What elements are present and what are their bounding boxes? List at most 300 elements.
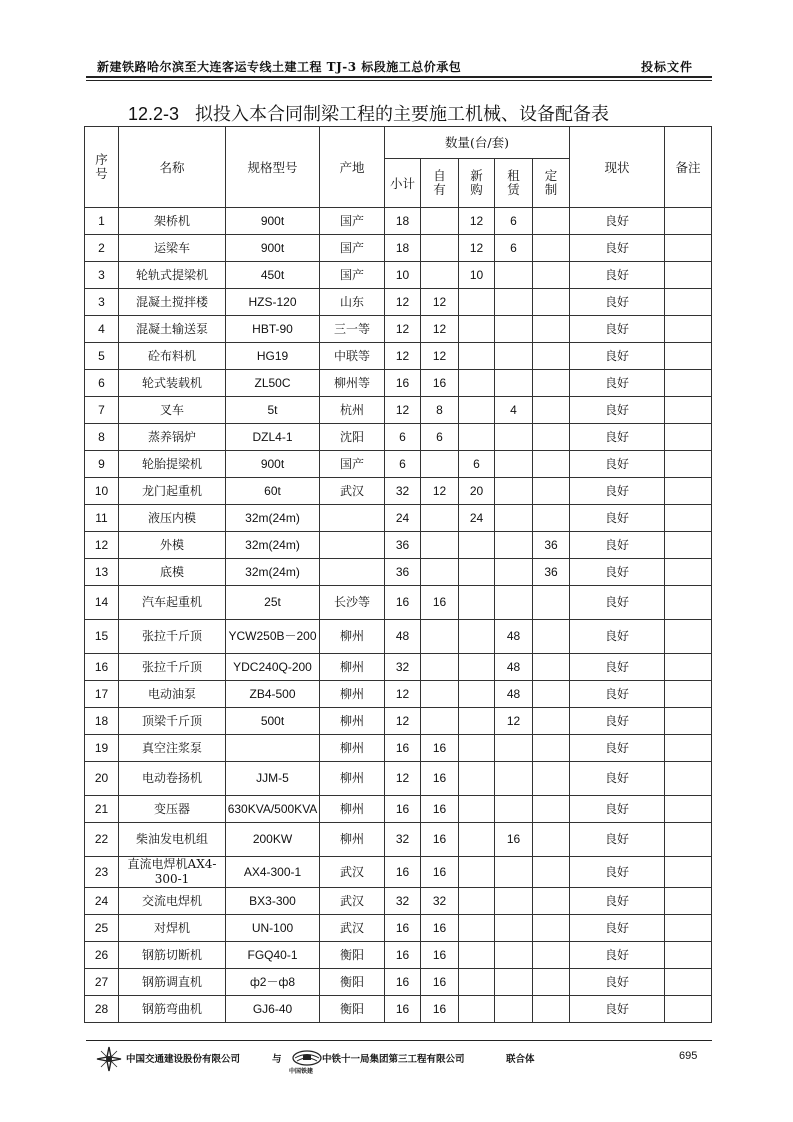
cell-origin: 国产 — [320, 208, 385, 235]
cell-status: 良好 — [570, 235, 665, 262]
cell-spec: 32m(24m) — [226, 505, 320, 532]
equipment-table — [84, 126, 712, 1023]
cell-status: 良好 — [570, 424, 665, 451]
cell-status: 良好 — [570, 888, 665, 915]
cell-seq: 17 — [85, 681, 119, 708]
cell-new-purchase: 6 — [459, 451, 495, 478]
table-row — [85, 681, 712, 708]
cell-seq: 7 — [85, 397, 119, 424]
cell-owned: 32 — [421, 888, 459, 915]
cell-subtotal: 18 — [385, 235, 421, 262]
cell-seq: 15 — [85, 620, 119, 654]
cell-new-purchase — [459, 857, 495, 888]
cell-status: 良好 — [570, 796, 665, 823]
cell-custom — [533, 262, 570, 289]
cell-status: 良好 — [570, 915, 665, 942]
cell-remark — [665, 823, 712, 857]
cell-spec: DZL4-1 — [226, 424, 320, 451]
cell-new-purchase — [459, 969, 495, 996]
cell-owned: 16 — [421, 969, 459, 996]
cell-name: 真空注浆泵 — [119, 735, 226, 762]
cell-custom: 36 — [533, 559, 570, 586]
cell-remark — [665, 478, 712, 505]
table-row — [85, 586, 712, 620]
cell-remark — [665, 343, 712, 370]
col-new-purchase: 新购 — [459, 159, 495, 208]
cell-lease — [495, 762, 533, 796]
col-subtotal: 小计 — [385, 159, 421, 208]
cell-owned — [421, 620, 459, 654]
cell-status: 良好 — [570, 708, 665, 735]
cell-seq: 3 — [85, 289, 119, 316]
cell-new-purchase: 10 — [459, 262, 495, 289]
cell-name: 顶梁千斤顶 — [119, 708, 226, 735]
cell-custom — [533, 823, 570, 857]
table-row — [85, 915, 712, 942]
cell-lease — [495, 857, 533, 888]
cell-owned: 16 — [421, 735, 459, 762]
title-text: 拟投入本合同制梁工程的主要施工机械、设备配备表 — [195, 104, 610, 125]
cell-subtotal: 36 — [385, 532, 421, 559]
cell-lease: 6 — [495, 208, 533, 235]
cell-remark — [665, 208, 712, 235]
cell-subtotal: 36 — [385, 559, 421, 586]
table-row — [85, 620, 712, 654]
cell-remark — [665, 857, 712, 888]
cell-lease — [495, 996, 533, 1023]
header-doc-type: 投标文件 — [641, 60, 694, 74]
cell-name: 底模 — [119, 559, 226, 586]
cell-subtotal: 6 — [385, 424, 421, 451]
cell-lease — [495, 343, 533, 370]
cell-status: 良好 — [570, 654, 665, 681]
cell-seq: 3 — [85, 262, 119, 289]
cell-lease — [495, 969, 533, 996]
cell-name: 钢筋调直机 — [119, 969, 226, 996]
cell-remark — [665, 888, 712, 915]
cell-owned — [421, 262, 459, 289]
cell-new-purchase — [459, 942, 495, 969]
cell-owned: 12 — [421, 478, 459, 505]
cell-new-purchase — [459, 996, 495, 1023]
cell-name: 蒸养锅炉 — [119, 424, 226, 451]
cell-owned: 16 — [421, 586, 459, 620]
cell-custom — [533, 762, 570, 796]
cell-remark — [665, 262, 712, 289]
cell-subtotal: 16 — [385, 942, 421, 969]
cell-owned — [421, 559, 459, 586]
cell-custom — [533, 915, 570, 942]
cell-seq: 4 — [85, 316, 119, 343]
cell-subtotal: 32 — [385, 888, 421, 915]
cell-origin: 柳州等 — [320, 370, 385, 397]
cell-new-purchase: 20 — [459, 478, 495, 505]
cell-lease: 48 — [495, 620, 533, 654]
cell-custom — [533, 451, 570, 478]
col-quantity-group: 数量(台/套) — [385, 127, 570, 159]
cell-new-purchase — [459, 762, 495, 796]
cell-lease — [495, 478, 533, 505]
cell-subtotal: 12 — [385, 397, 421, 424]
cell-subtotal: 16 — [385, 996, 421, 1023]
cell-spec: 60t — [226, 478, 320, 505]
cell-seq: 16 — [85, 654, 119, 681]
cell-name: 电动油泵 — [119, 681, 226, 708]
cell-origin: 柳州 — [320, 796, 385, 823]
cell-lease: 12 — [495, 708, 533, 735]
cell-lease — [495, 532, 533, 559]
col-remark: 备注 — [665, 127, 712, 208]
cell-remark — [665, 316, 712, 343]
cell-origin — [320, 532, 385, 559]
cell-lease: 48 — [495, 681, 533, 708]
cell-subtotal: 24 — [385, 505, 421, 532]
cell-origin: 武汉 — [320, 888, 385, 915]
crcc-logo-caption: 中国铁建 — [289, 1068, 314, 1075]
cell-seq: 11 — [85, 505, 119, 532]
cell-subtotal: 16 — [385, 915, 421, 942]
cell-subtotal: 16 — [385, 370, 421, 397]
cell-spec: ZL50C — [226, 370, 320, 397]
cell-status: 良好 — [570, 823, 665, 857]
cell-custom — [533, 708, 570, 735]
cell-remark — [665, 915, 712, 942]
cell-spec: BX3-300 — [226, 888, 320, 915]
cell-subtotal: 32 — [385, 478, 421, 505]
table-row — [85, 289, 712, 316]
cell-remark — [665, 735, 712, 762]
cell-new-purchase — [459, 586, 495, 620]
cell-remark — [665, 681, 712, 708]
ccc-logo-icon — [96, 1046, 122, 1072]
cell-owned: 8 — [421, 397, 459, 424]
cell-subtotal: 48 — [385, 620, 421, 654]
cell-owned: 16 — [421, 996, 459, 1023]
cell-owned: 12 — [421, 316, 459, 343]
cell-owned — [421, 708, 459, 735]
cell-spec: ф2－ф8 — [226, 969, 320, 996]
cell-owned — [421, 505, 459, 532]
cell-custom — [533, 735, 570, 762]
cell-seq: 21 — [85, 796, 119, 823]
cell-seq: 13 — [85, 559, 119, 586]
cell-name: 柴油发电机组 — [119, 823, 226, 857]
col-owned: 自有 — [421, 159, 459, 208]
table-row — [85, 996, 712, 1023]
cell-name: 架桥机 — [119, 208, 226, 235]
table-row — [85, 857, 712, 888]
cell-status: 良好 — [570, 681, 665, 708]
cell-lease: 16 — [495, 823, 533, 857]
cell-spec: 630KVA/500KVA — [226, 796, 320, 823]
cell-name: 张拉千斤顶 — [119, 620, 226, 654]
cell-seq: 14 — [85, 586, 119, 620]
cell-custom — [533, 343, 570, 370]
cell-seq: 23 — [85, 857, 119, 888]
cell-seq: 24 — [85, 888, 119, 915]
cell-name: 混凝土输送泵 — [119, 316, 226, 343]
cell-origin: 中联等 — [320, 343, 385, 370]
cell-spec: 900t — [226, 451, 320, 478]
cell-spec: JJM-5 — [226, 762, 320, 796]
cell-status: 良好 — [570, 505, 665, 532]
page-title — [128, 100, 609, 126]
cell-seq: 5 — [85, 343, 119, 370]
cell-origin: 衡阳 — [320, 996, 385, 1023]
cell-new-purchase — [459, 316, 495, 343]
cell-name: 对焊机 — [119, 915, 226, 942]
cell-lease — [495, 735, 533, 762]
cell-new-purchase — [459, 559, 495, 586]
cell-spec: 500t — [226, 708, 320, 735]
header-project-title: 新建铁路哈尔滨至大连客运专线土建工程 TJ-3 标段施工总价承包 — [97, 60, 462, 74]
cell-spec: 450t — [226, 262, 320, 289]
table-row — [85, 235, 712, 262]
cell-origin: 国产 — [320, 262, 385, 289]
cell-name: 轮式装载机 — [119, 370, 226, 397]
cell-custom — [533, 796, 570, 823]
cell-status: 良好 — [570, 857, 665, 888]
cell-name: 砼布料机 — [119, 343, 226, 370]
cell-subtotal: 16 — [385, 969, 421, 996]
cell-new-purchase — [459, 620, 495, 654]
cell-name: 外模 — [119, 532, 226, 559]
table-row — [85, 262, 712, 289]
cell-spec: YDC240Q-200 — [226, 654, 320, 681]
cell-name: 混凝土搅拌楼 — [119, 289, 226, 316]
cell-remark — [665, 708, 712, 735]
cell-subtotal: 12 — [385, 343, 421, 370]
cell-remark — [665, 424, 712, 451]
cell-origin: 柳州 — [320, 823, 385, 857]
table-row — [85, 796, 712, 823]
cell-origin: 三一等 — [320, 316, 385, 343]
cell-origin: 柳州 — [320, 708, 385, 735]
cell-custom — [533, 316, 570, 343]
cell-remark — [665, 796, 712, 823]
cell-origin: 武汉 — [320, 915, 385, 942]
cell-subtotal: 16 — [385, 586, 421, 620]
cell-seq: 19 — [85, 735, 119, 762]
cell-status: 良好 — [570, 996, 665, 1023]
cell-subtotal: 6 — [385, 451, 421, 478]
cell-lease — [495, 586, 533, 620]
table-row — [85, 208, 712, 235]
cell-origin: 柳州 — [320, 762, 385, 796]
cell-subtotal: 18 — [385, 208, 421, 235]
cell-seq: 12 — [85, 532, 119, 559]
cell-status: 良好 — [570, 735, 665, 762]
col-status: 现状 — [570, 127, 665, 208]
cell-seq: 8 — [85, 424, 119, 451]
cell-name: 钢筋弯曲机 — [119, 996, 226, 1023]
table-row — [85, 969, 712, 996]
cell-custom — [533, 996, 570, 1023]
cell-custom — [533, 620, 570, 654]
cell-seq: 26 — [85, 942, 119, 969]
cell-new-purchase: 24 — [459, 505, 495, 532]
table-row — [85, 823, 712, 857]
cell-lease — [495, 316, 533, 343]
cell-seq: 22 — [85, 823, 119, 857]
cell-lease — [495, 289, 533, 316]
cell-new-purchase — [459, 424, 495, 451]
header-divider-thin — [86, 80, 712, 81]
cell-status: 良好 — [570, 532, 665, 559]
cell-seq: 9 — [85, 451, 119, 478]
cell-owned: 12 — [421, 343, 459, 370]
cell-new-purchase — [459, 888, 495, 915]
cell-spec: AX4-300-1 — [226, 857, 320, 888]
cell-subtotal: 12 — [385, 681, 421, 708]
cell-lease: 6 — [495, 235, 533, 262]
cell-name: 交流电焊机 — [119, 888, 226, 915]
cell-owned: 16 — [421, 370, 459, 397]
header-divider — [86, 76, 712, 78]
cell-status: 良好 — [570, 316, 665, 343]
cell-name: 汽车起重机 — [119, 586, 226, 620]
table-row — [85, 735, 712, 762]
cell-status: 良好 — [570, 620, 665, 654]
col-lease: 租赁 — [495, 159, 533, 208]
cell-subtotal: 32 — [385, 823, 421, 857]
cell-owned: 16 — [421, 823, 459, 857]
cell-origin: 柳州 — [320, 681, 385, 708]
cell-origin: 柳州 — [320, 654, 385, 681]
col-origin: 产地 — [320, 127, 385, 208]
cell-new-purchase — [459, 397, 495, 424]
cell-custom — [533, 370, 570, 397]
footer — [96, 1046, 712, 1075]
cell-subtotal: 12 — [385, 762, 421, 796]
cell-status: 良好 — [570, 762, 665, 796]
page-number: 695 — [679, 1050, 698, 1062]
cell-lease — [495, 424, 533, 451]
col-spec: 规格型号 — [226, 127, 320, 208]
cell-custom — [533, 478, 570, 505]
table-row — [85, 370, 712, 397]
table-body — [85, 208, 712, 1023]
cell-status: 良好 — [570, 559, 665, 586]
cell-remark — [665, 942, 712, 969]
table-row — [85, 708, 712, 735]
cell-origin: 武汉 — [320, 478, 385, 505]
cell-subtotal: 12 — [385, 708, 421, 735]
cell-spec: 5t — [226, 397, 320, 424]
cell-origin — [320, 505, 385, 532]
cell-seq: 10 — [85, 478, 119, 505]
cell-remark — [665, 586, 712, 620]
cell-lease: 48 — [495, 654, 533, 681]
cell-remark — [665, 762, 712, 796]
cell-name: 液压内模 — [119, 505, 226, 532]
footer-company-1: 中国交通建设股份有限公司 — [126, 1054, 241, 1065]
cell-status: 良好 — [570, 969, 665, 996]
cell-origin: 武汉 — [320, 857, 385, 888]
cell-name: 电动卷扬机 — [119, 762, 226, 796]
cell-origin — [320, 559, 385, 586]
cell-name: 轮轨式提梁机 — [119, 262, 226, 289]
cell-remark — [665, 532, 712, 559]
table-row — [85, 888, 712, 915]
cell-new-purchase — [459, 915, 495, 942]
cell-custom: 36 — [533, 532, 570, 559]
cell-custom — [533, 888, 570, 915]
cell-status: 良好 — [570, 208, 665, 235]
cell-status: 良好 — [570, 343, 665, 370]
cell-origin: 国产 — [320, 451, 385, 478]
cell-remark — [665, 370, 712, 397]
cell-name: 钢筋切断机 — [119, 942, 226, 969]
cell-name: 叉车 — [119, 397, 226, 424]
cell-spec: 200KW — [226, 823, 320, 857]
cell-spec: 32m(24m) — [226, 559, 320, 586]
cell-new-purchase — [459, 708, 495, 735]
table-row — [85, 424, 712, 451]
cell-seq: 28 — [85, 996, 119, 1023]
cell-custom — [533, 969, 570, 996]
cell-lease — [495, 451, 533, 478]
cell-seq: 27 — [85, 969, 119, 996]
cell-owned — [421, 208, 459, 235]
cell-new-purchase — [459, 654, 495, 681]
cell-spec: UN-100 — [226, 915, 320, 942]
cell-name: 轮胎提梁机 — [119, 451, 226, 478]
cell-new-purchase — [459, 823, 495, 857]
cell-lease — [495, 888, 533, 915]
cell-owned: 16 — [421, 915, 459, 942]
cell-status: 良好 — [570, 289, 665, 316]
table-row — [85, 942, 712, 969]
cell-subtotal: 16 — [385, 735, 421, 762]
table-row — [85, 397, 712, 424]
cell-status: 良好 — [570, 478, 665, 505]
cell-remark — [665, 505, 712, 532]
cell-new-purchase — [459, 370, 495, 397]
cell-custom — [533, 289, 570, 316]
cell-remark — [665, 235, 712, 262]
cell-remark — [665, 559, 712, 586]
cell-subtotal: 16 — [385, 796, 421, 823]
cell-new-purchase: 12 — [459, 208, 495, 235]
cell-lease — [495, 370, 533, 397]
cell-new-purchase — [459, 796, 495, 823]
table-row — [85, 762, 712, 796]
cell-spec: ZB4-500 — [226, 681, 320, 708]
cell-seq: 6 — [85, 370, 119, 397]
col-name: 名称 — [119, 127, 226, 208]
cell-spec: 900t — [226, 208, 320, 235]
cell-origin: 衡阳 — [320, 969, 385, 996]
cell-origin: 山东 — [320, 289, 385, 316]
cell-owned: 16 — [421, 857, 459, 888]
table-row — [85, 654, 712, 681]
cell-subtotal: 32 — [385, 654, 421, 681]
cell-remark — [665, 397, 712, 424]
cell-spec: HZS-120 — [226, 289, 320, 316]
table-row — [85, 451, 712, 478]
cell-spec: 25t — [226, 586, 320, 620]
cell-lease — [495, 796, 533, 823]
cell-remark — [665, 969, 712, 996]
cell-spec: 900t — [226, 235, 320, 262]
cell-name: 变压器 — [119, 796, 226, 823]
table-row — [85, 559, 712, 586]
table-row — [85, 343, 712, 370]
cell-owned — [421, 681, 459, 708]
cell-spec: FGQ40-1 — [226, 942, 320, 969]
cell-name: 张拉千斤顶 — [119, 654, 226, 681]
